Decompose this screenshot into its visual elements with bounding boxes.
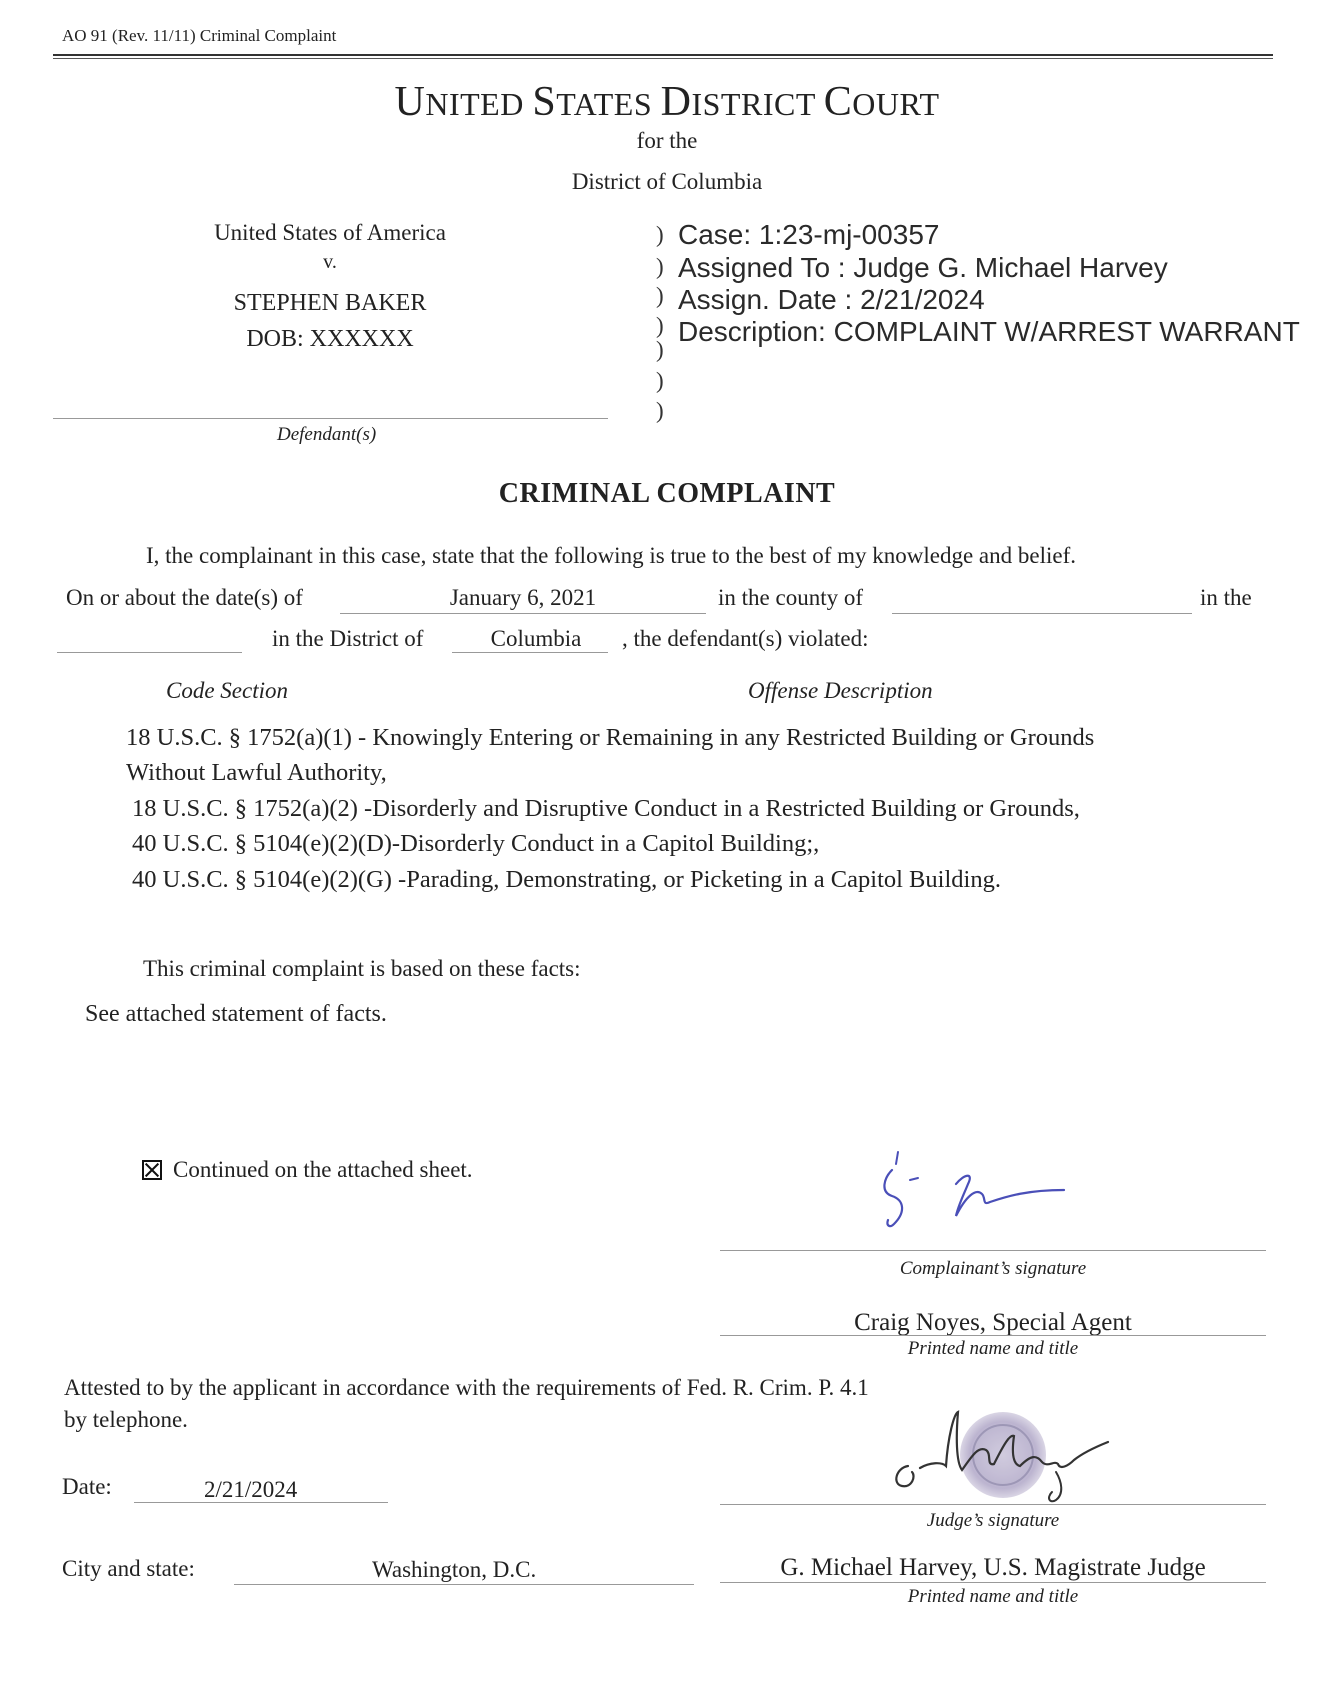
complaint-title: CRIMINAL COMPLAINT [498, 478, 836, 509]
court-title-word-4: OURT [852, 86, 940, 122]
offense-line: Without Lawful Authority, [126, 759, 387, 786]
attached-statement: See attached statement of facts. [85, 1001, 387, 1027]
caption-paren: ) [656, 368, 664, 393]
assigned-to: Assigned To : Judge G. Michael Harvey [678, 252, 1168, 283]
caption-paren: ) [656, 313, 664, 338]
court-title-initial-1: U [394, 79, 426, 125]
header-rule-thin [53, 58, 1273, 59]
date-label: Date: [62, 1474, 112, 1499]
code-section-heading: Code Section [166, 678, 288, 703]
court-title [0, 78, 1334, 126]
caption-paren: ) [656, 254, 664, 279]
caption-paren: ) [656, 222, 664, 247]
complainant-name-line [720, 1335, 1266, 1336]
continued-label: Continued on the attached sheet. [173, 1157, 473, 1182]
date-value: 2/21/2024 [204, 1477, 298, 1502]
offense-line: 18 U.S.C. § 1752(a)(1) - Knowingly Entering or Remaining in any Restricted Building or Grounds [126, 724, 1095, 751]
court-title-initial-2: S [532, 79, 557, 125]
defendant-dob: DOB: XXXXXX [246, 326, 414, 352]
offense-description-heading: Offense Description [748, 678, 933, 703]
judge-name: G. Michael Harvey, U.S. Magistrate Judge [780, 1554, 1206, 1581]
district-name: District of Columbia [571, 169, 763, 194]
court-title-word-3: ISTRICT [691, 86, 824, 122]
offense-line: 40 U.S.C. § 5104(e)(2)(D)-Disorderly Conduct in a Capitol Building;, [132, 830, 820, 857]
versus: v. [323, 251, 337, 273]
date-underline [340, 613, 706, 614]
on-or-about-label: On or about the date(s) of [66, 585, 303, 610]
offense-line: 18 U.S.C. § 1752(a)(2) -Disorderly and Disruptive Conduct in a Restricted Building or Grounds, [132, 795, 1080, 822]
for-the: for the [636, 128, 698, 153]
assign-date: Assign. Date : 2/21/2024 [678, 284, 985, 315]
city-state-value: Washington, D.C. [372, 1557, 537, 1582]
complainant-signature-label: Complainant’s signature [899, 1258, 1087, 1279]
in-the-label: in the [1200, 585, 1252, 610]
plaintiff: United States of America [214, 220, 446, 245]
complainant-name: Craig Noyes, Special Agent [854, 1309, 1132, 1336]
judge-printed-label: Printed name and title [907, 1586, 1079, 1607]
judge-signature-line [720, 1504, 1266, 1505]
complainant-printed-label: Printed name and title [907, 1338, 1079, 1359]
caption-paren: ) [656, 337, 664, 362]
form-id: AO 91 (Rev. 11/11) Criminal Complaint [62, 26, 337, 45]
blank-underline [57, 652, 242, 653]
defendant-name: STEPHEN BAKER [233, 290, 427, 316]
attestation-line-1: Attested to by the applicant in accordance with the requirements of Fed. R. Crim. P. 4.1 [64, 1375, 869, 1400]
city-state-label: City and state: [62, 1556, 195, 1581]
complaint-intro: I, the complainant in this case, state that the following is true to the best of my knowledge and belief. [146, 543, 1076, 568]
court-title-initial-3: D [660, 79, 692, 125]
continued-checkbox[interactable] [142, 1160, 162, 1180]
district-underline [452, 652, 608, 653]
caption-rule [53, 418, 608, 419]
attestation-line-2: by telephone. [64, 1407, 188, 1432]
judge-signature [886, 1406, 1116, 1516]
in-county-label: in the county of [718, 585, 863, 610]
defendants-label: Defendant(s) [277, 424, 377, 445]
judge-signature-label: Judge’s signature [926, 1510, 1060, 1531]
case-number: Case: 1:23-mj-00357 [678, 219, 940, 250]
based-on-facts-label: This criminal complaint is based on these facts: [143, 956, 581, 981]
caption-paren: ) [656, 283, 664, 308]
court-title-word-2: TATES [556, 86, 661, 122]
offense-line: 40 U.S.C. § 5104(e)(2)(G) -Parading, Demonstrating, or Picketing in a Capitol Building. [132, 866, 1001, 893]
county-underline [892, 613, 1192, 614]
district-value: Columbia [490, 626, 582, 651]
offense-date: January 6, 2021 [449, 585, 597, 610]
court-title-word-1: NITED [425, 86, 533, 122]
complainant-signature-line [720, 1250, 1266, 1251]
complainant-signature [878, 1150, 1078, 1240]
in-district-label: in the District of [272, 626, 424, 651]
court-title-initial-4: C [823, 79, 853, 125]
case-description: Description: COMPLAINT W/ARREST WARRANT [678, 316, 1300, 347]
judge-name-line [720, 1582, 1266, 1583]
header-rule [53, 54, 1273, 56]
city-state-underline [234, 1584, 694, 1585]
defendant-violated-label: , the defendant(s) violated: [622, 626, 869, 651]
caption-paren: ) [656, 398, 664, 423]
